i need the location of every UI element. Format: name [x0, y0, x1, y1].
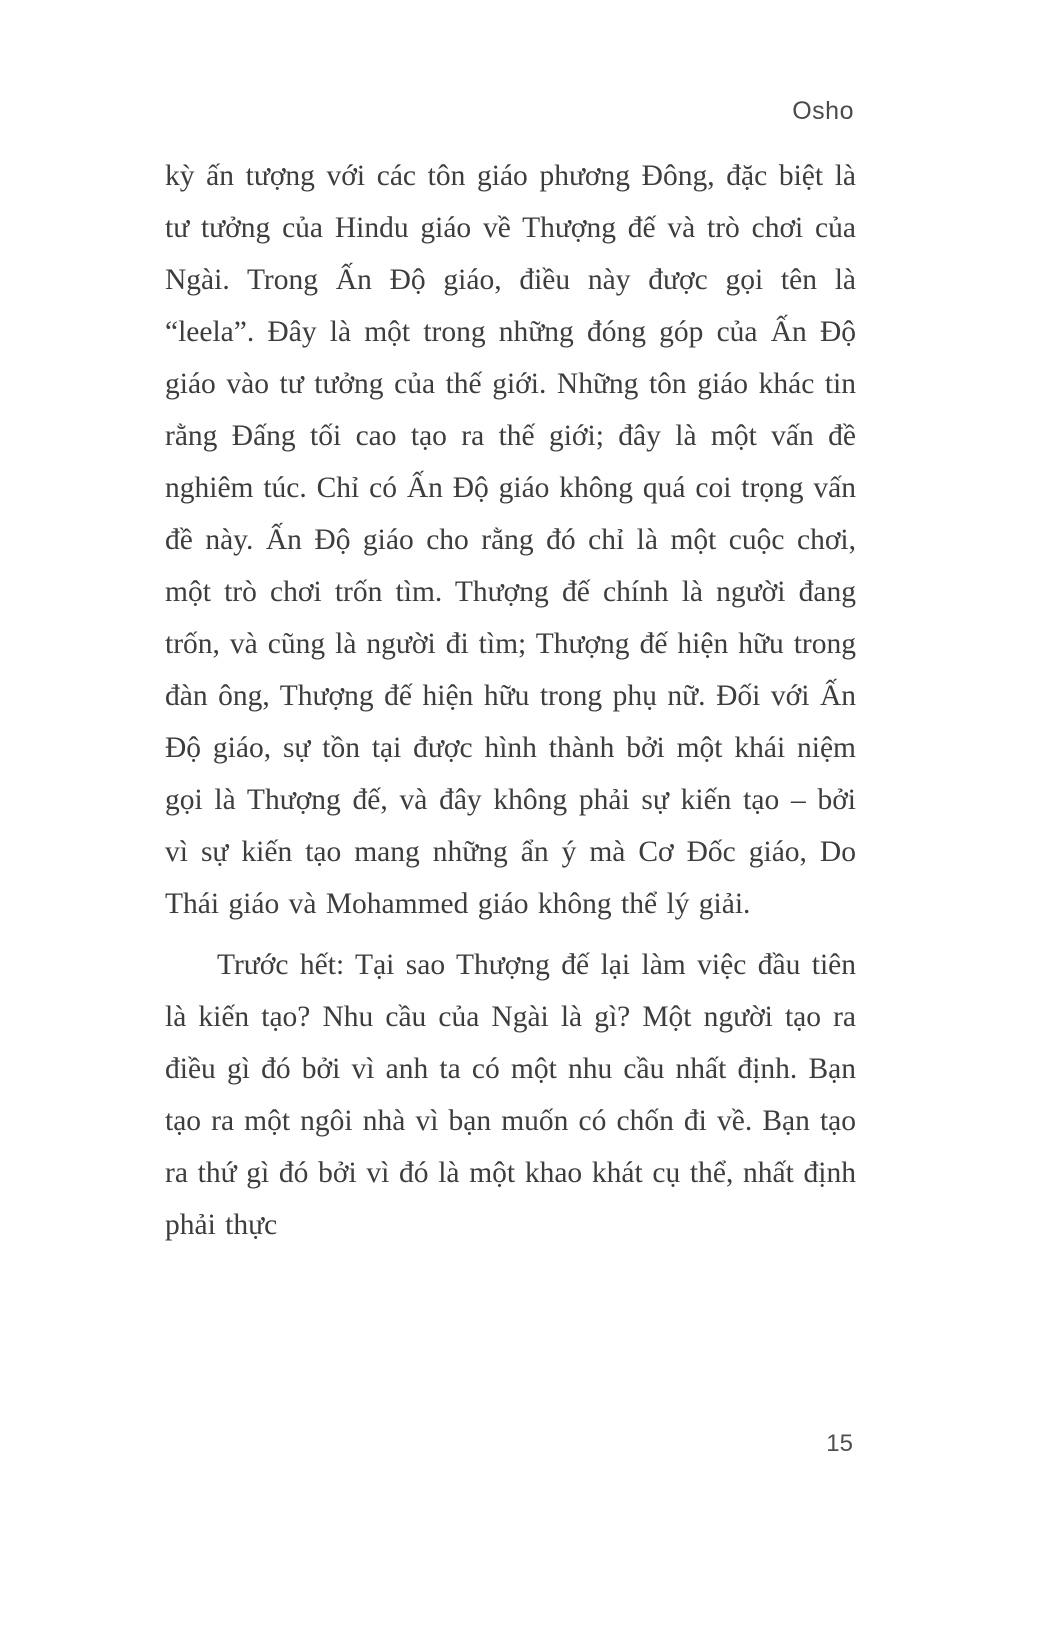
- page-number: 15: [826, 1430, 853, 1457]
- running-header: Osho: [792, 97, 854, 125]
- page-content: [165, 150, 856, 1251]
- paragraph: kỳ ấn tượng với các tôn giáo phương Đông, đặc biệt là tư tưởng của Hindu giáo về Thượng đế và trò chơi của Ngài. Trong Ấn Độ giáo, điều này được gọi tên là “leela”. Đây là một trong những đóng góp của Ấn Độ giáo vào tư tưởng của thế giới. Những tôn giáo khác tin rằng Đấng tối cao tạo ra thế giới; đây là một vấn đề nghiêm túc. Chỉ có Ấn Độ giáo không quá coi trọng vấn đề này. Ấn Độ giáo cho rằng đó chỉ là một cuộc chơi, một trò chơi trốn tìm. Thượng đế chính là người đang trốn, và cũng là người đi tìm; Thượng đế hiện hữu trong đàn ông, Thượng đế hiện hữu trong phụ nữ. Đối với Ấn Độ giáo, sự tồn tại được hình thành bởi một khái niệm gọi là Thượng đế, và đây không phải sự kiến tạo – bởi vì sự kiến tạo mang những ẩn ý mà Cơ Đốc giáo, Do Thái giáo và Mohammed giáo không thể lý giải.: [165, 160, 856, 920]
- paragraph: Trước hết: Tại sao Thượng đế lại làm việc đầu tiên là kiến tạo? Nhu cầu của Ngài là gì? Một người tạo ra điều gì đó bởi vì anh ta có một nhu cầu nhất định. Bạn tạo ra một ngôi nhà vì bạn muốn có chốn đi về. Bạn tạo ra thứ gì đó bởi vì đó là một khao khát cụ thể, nhất định phải thực: [165, 949, 856, 1241]
